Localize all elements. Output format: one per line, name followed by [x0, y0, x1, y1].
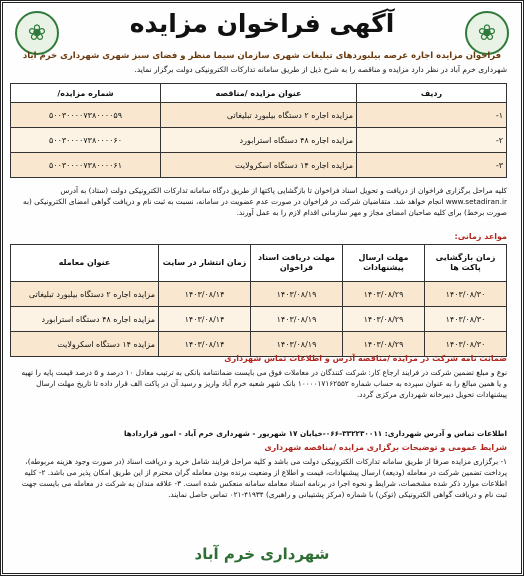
column-header: عنوان مزایده /مناقصه	[161, 84, 357, 103]
row-number: ۲-	[357, 128, 507, 153]
column-header: زمان انتشار در سایت	[159, 245, 251, 282]
schedule-table	[10, 244, 507, 357]
submission-deadline: ۱۴۰۳/۰۸/۲۹	[343, 282, 425, 307]
table-header-row	[11, 245, 507, 282]
row-number: ۱-	[357, 103, 507, 128]
auction-list-table	[10, 83, 507, 178]
terms-paragraph: ۱- برگزاری مزایده صرفا از طریق سامانه تدارکات الکترونیکی دولت می باشد و کلیه مراحل فرایند شامل خرید و دریافت اسناد (در صورت وجود هزینه مربوطه)، پرداخت تضمین شرکت در معامله (ودیعه) ارسال پیشنهادات، قیمت و اطلاع از وضعیت برنده بودن معامله گران محترم از این طریق امکان پذیر می باشد. ۲- کلیه اطلاعات موارد ذکر شده مشخصات، شرایط و نحوه اجرا در برنامه اسناد معامله سامانه منعکس شده است. ۳- علاقه مندان به شرکت در معامله می بایست جهت ثبت نام و دریافت گواهی الکترونیکی (توکن) با شماره (مرکز پشتیبانی و راهبری) ۴۱۹۳۴-۰۲۱ تماس حاصل نمایند.	[21, 457, 507, 499]
procedure-paragraph: کلیه مراحل برگزاری فراخوان از دریافت و تحویل اسناد فراخوان تا بازگشایی پاکتها از طریق درگاه سامانه تدارکات الکترونیکی دولت (ستاد) به آدرس www.setadiran.ir انجام خواهد شد. متقاضیان شرکت در فراخوان در صورت عدم عضویت در سامانه، نسبت به ثبت نام و دریافت گواهی امضای الکترونیکی (به صورت برخط) برای کلیه صاحبان امضای مجاز و مهر سازمانی اقدام لازم را به عمل آورند.	[23, 186, 507, 217]
auction-number: ۵۰۰۳۰۰۰۰۷۳۸۰۰۰۰۶۰	[11, 128, 161, 153]
guarantee-paragraph: نوع و مبلغ تضمین شرکت در فرایند ارجاع کار: شرکت کنندگان در معاملات فوق می بایست ضمانتنامه بانکی به ترتیب معادل ۱۰ درصد و ۵ درصد قیمت پایه را تهیه و یا همین مبالغ را به عنوان سپرده به حساب شماره ۱۰۰۰۰۱۷۱۶۲۵۵۲ بانک شهر شعبه خرم آباد واریز و رسید آن در پاکت الف قرار داده تا تاریخ مهلت ارسال پیشنهادات تحویل دبیرخانه شهرداری مرکزی گردد.	[21, 368, 507, 399]
notice-title: آگهی فراخوان مزایده	[129, 9, 395, 38]
document-deadline: ۱۴۰۳/۰۸/۱۹	[251, 332, 343, 357]
table-row	[11, 153, 507, 178]
opening-date: ۱۴۰۳/۰۸/۳۰	[425, 332, 507, 357]
table-row	[11, 307, 507, 332]
submission-deadline: ۱۴۰۳/۰۸/۲۹	[343, 307, 425, 332]
section-heading-dates: مواعد زمانی:	[454, 232, 507, 241]
opening-date: ۱۴۰۳/۰۸/۳۰	[425, 282, 507, 307]
auction-title: مزایده اجاره ۴۸ دستگاه استرابورد	[161, 128, 357, 153]
auction-number: ۵۰۰۳۰۰۰۰۷۳۸۰۰۰۰۶۱	[11, 153, 161, 178]
publish-date: ۱۴۰۳/۰۸/۱۴	[159, 282, 251, 307]
table-row	[11, 282, 507, 307]
auction-number: ۵۰۰۳۰۰۰۰۷۳۸۰۰۰۰۵۹	[11, 103, 161, 128]
section-heading-terms: شرایط عمومی و توضیحات برگزاری مزایده /مناقصه شهرداری	[264, 443, 507, 452]
column-header: مهلت دریافت اسناد فراخوان	[251, 245, 343, 282]
document-deadline: ۱۴۰۳/۰۸/۱۹	[251, 282, 343, 307]
signature-municipality: شهرداری خرم آباد	[194, 545, 330, 563]
table-row	[11, 332, 507, 357]
municipality-emblem-icon: ❀	[465, 11, 509, 55]
column-header: ردیف	[357, 84, 507, 103]
column-header: عنوان معامله	[11, 245, 159, 282]
table-row	[11, 103, 507, 128]
contact-info: اطلاعات تماس و آدرس شهرداری: ۳۳۲۲۳۰۰۱۱-۰۶۶-خیابان ۱۷ شهریور - شهرداری خرم آباد - امور قراردادها	[123, 429, 507, 438]
table-header-row	[11, 84, 507, 103]
row-number: ۳-	[357, 153, 507, 178]
document-deadline: ۱۴۰۳/۰۸/۱۹	[251, 307, 343, 332]
deal-title: مزایده اجاره ۲ دستگاه بیلبورد تبلیغاتی	[11, 282, 159, 307]
municipality-emblem-icon: ❀	[15, 11, 59, 55]
column-header: شماره مزایده/	[11, 84, 161, 103]
publish-date: ۱۴۰۳/۰۸/۱۴	[159, 332, 251, 357]
publish-date: ۱۴۰۳/۰۸/۱۴	[159, 307, 251, 332]
notice-subtitle: فراخوان مزایده اجاره عرصه بیلبوردهای تبلیغات شهری سازمان سیما منظر و فضای سبز شهری شهرداری خرم آباد	[22, 51, 502, 61]
column-header: زمان بازگشایی پاکت ها	[425, 245, 507, 282]
opening-date: ۱۴۰۳/۰۸/۳۰	[425, 307, 507, 332]
submission-deadline: ۱۴۰۳/۰۸/۲۹	[343, 332, 425, 357]
auction-title: مزایده اجاره ۱۴ دستگاه اسکرولایت	[161, 153, 357, 178]
notice-intro: شهرداری خرم آباد در نظر دارد مزایده و مناقصه را به شرح ذیل از طریق سامانه تدارکات الکترونیکی دولت برگزار نماید.	[134, 65, 507, 74]
column-header: مهلت ارسال پیشنهادات	[343, 245, 425, 282]
deal-title: مزایده ۱۴ دستگاه اسکرولایت	[11, 332, 159, 357]
auction-title: مزایده اجاره ۲ دستگاه بیلبورد تبلیغاتی	[161, 103, 357, 128]
deal-title: مزایده اجاره ۴۸ دستگاه استرابورد	[11, 307, 159, 332]
table-row	[11, 128, 507, 153]
section-heading-guarantee: ضمانت نامه شرکت در مزایده /مناقصه آدرس و اطلاعات تماس شهرداری	[224, 354, 507, 363]
